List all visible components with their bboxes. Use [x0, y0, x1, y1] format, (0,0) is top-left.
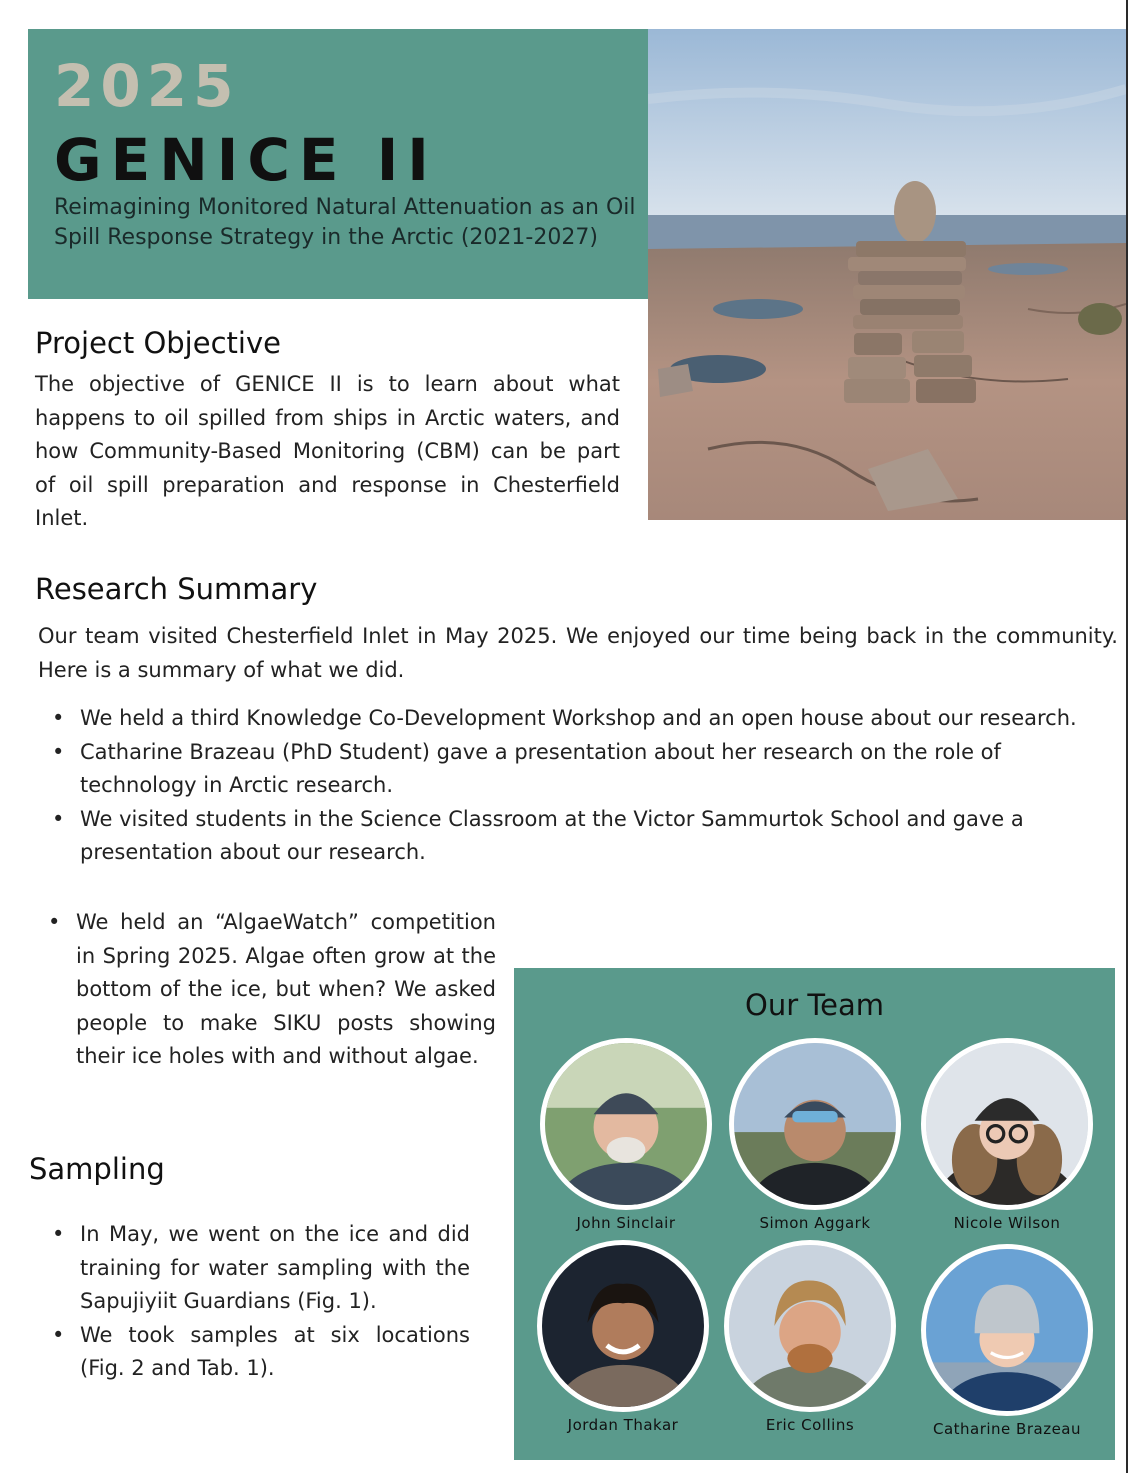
sampling-list — [38, 1218, 470, 1386]
objective-text: The objective of GENICE II is to learn about what happens to oil spilled from ships in Arctic waters, and how Community-Based Monitoring (CBM) can be part of oil spill preparation and response in Chesterfield Inlet. — [35, 372, 620, 530]
research-summary-heading: Research Summary — [35, 572, 318, 606]
objective-heading: Project Objective — [35, 326, 281, 360]
member-name: Simon Aggark — [759, 1214, 871, 1232]
member-name: Eric Collins — [765, 1416, 855, 1434]
team-member — [536, 1038, 716, 1232]
team-member — [917, 1244, 1097, 1438]
member-name: John Sinclair — [576, 1214, 676, 1232]
project-subtitle: Reimagining Monitored Natural Attenuation as an Oil Spill Response Strategy in the Arctic (2021-2027) — [54, 195, 636, 250]
list-item: • We held a third Knowledge Co-Development Workshop and an open house about our research. — [38, 702, 1098, 736]
header-banner — [28, 29, 648, 299]
team-member — [720, 1240, 900, 1434]
research-summary-list — [38, 702, 1098, 870]
list-item: • We held an “AlgaeWatch” competition in Spring 2025. Algae often grow at the bottom of the ice, but when? We asked people to make SIKU posts showing their ice holes with and without algae. — [34, 906, 496, 1074]
project-title: GENICE II — [54, 126, 438, 194]
avatar — [537, 1240, 709, 1412]
avatar — [921, 1244, 1093, 1416]
team-member — [725, 1038, 905, 1232]
sampling-heading: Sampling — [29, 1152, 165, 1186]
page-border — [1126, 0, 1128, 1473]
team-member — [917, 1038, 1097, 1232]
avatar — [729, 1038, 901, 1210]
team-member — [533, 1240, 713, 1434]
list-item: • In May, we went on the ice and did training for water sampling with the Sapujiyiit Guardians (Fig. 1). — [38, 1218, 470, 1319]
member-name: Nicole Wilson — [953, 1214, 1061, 1232]
list-item: • We took samples at six locations (Fig. 2 and Tab. 1). — [38, 1319, 470, 1386]
list-item: • Catharine Brazeau (PhD Student) gave a presentation about her research on the role of technology in Arctic research. — [38, 736, 1098, 803]
research-summary-intro: Our team visited Chesterfield Inlet in May 2025. We enjoyed our time being back in the community. Here is a summary of what we did. — [38, 624, 1118, 682]
member-name: Catharine Brazeau — [932, 1420, 1082, 1438]
inukshuk-photo — [648, 29, 1126, 520]
team-panel — [514, 968, 1115, 1460]
list-item: • We visited students in the Science Classroom at the Victor Sammurtok School and gave a presentation about our research. — [38, 803, 1098, 870]
avatar — [724, 1240, 896, 1412]
avatar — [921, 1038, 1093, 1210]
team-heading: Our Team — [745, 988, 884, 1022]
avatar — [540, 1038, 712, 1210]
report-year: 2025 — [54, 52, 240, 120]
member-name: Jordan Thakar — [567, 1416, 679, 1434]
algaewatch-list — [34, 906, 496, 1074]
